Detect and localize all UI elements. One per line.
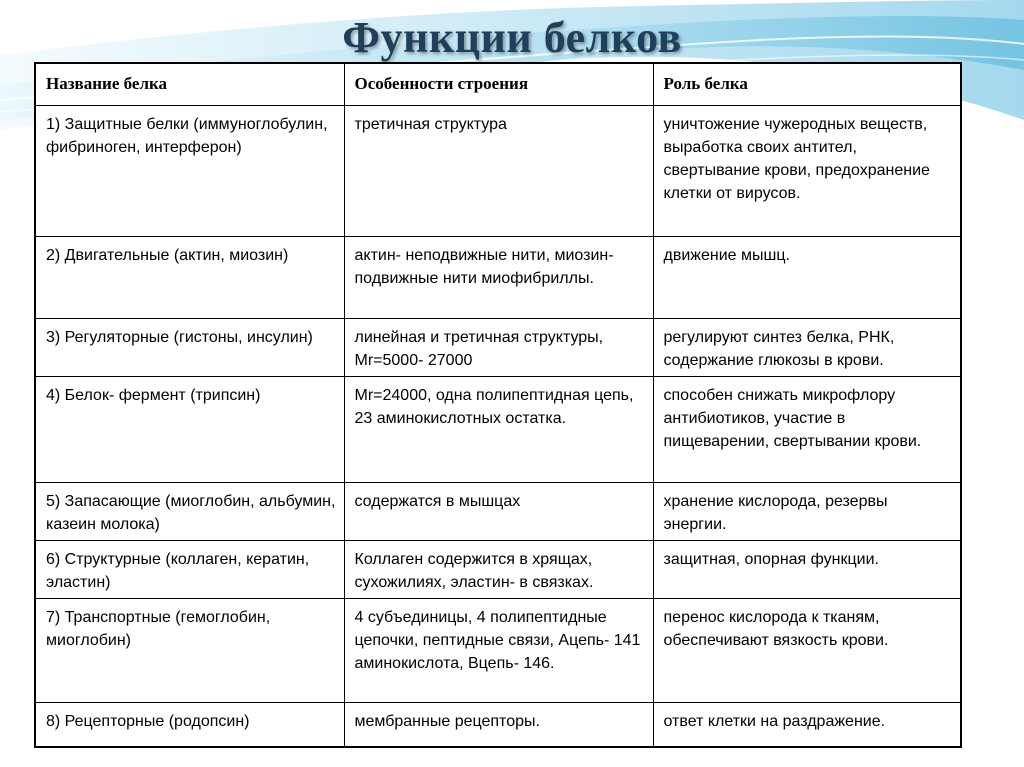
cell-protein-name: 3) Регуляторные (гистоны, инсулин) xyxy=(35,318,344,376)
cell-protein-name: 8) Рецепторные (родопсин) xyxy=(35,702,344,747)
table-header-row xyxy=(35,63,961,105)
cell-protein-name: 2) Двигательные (актин, миозин) xyxy=(35,236,344,318)
cell-role: регулируют синтез белка, РНК, содержание глюкозы в крови. xyxy=(653,318,961,376)
cell-role: способен снижать микрофлору антибиотиков, участие в пищеварении, свертывании крови. xyxy=(653,376,961,482)
header-role: Роль белка xyxy=(653,63,961,105)
cell-role: движение мышц. xyxy=(653,236,961,318)
cell-structure: мембранные рецепторы. xyxy=(344,702,653,747)
cell-role: уничтожение чужеродных веществ, выработка своих антител, свертывание крови, предохранение клетки от вирусов. xyxy=(653,105,961,236)
cell-structure: Mr=24000, одна полипептидная цепь, 23 аминокислотных остатка. xyxy=(344,376,653,482)
cell-role: перенос кислорода к тканям, обеспечивают вязкость крови. xyxy=(653,598,961,702)
cell-structure: Коллаген содержится в хрящах, сухожилиях, эластин- в связках. xyxy=(344,540,653,598)
cell-protein-name: 5) Запасающие (миоглобин, альбумин, казеин молока) xyxy=(35,482,344,540)
cell-structure: актин- неподвижные нити, миозин- подвижные нити миофибриллы. xyxy=(344,236,653,318)
cell-role: ответ клетки на раздражение. xyxy=(653,702,961,747)
table-row xyxy=(35,540,961,598)
cell-structure: 4 субъединицы, 4 полипептидные цепочки, пептидные связи, Ацепь- 141 аминокислота, Вцепь- 146. xyxy=(344,598,653,702)
slide-title: Функции белков xyxy=(342,13,682,62)
cell-protein-name: 4) Белок- фермент (трипсин) xyxy=(35,376,344,482)
table-row xyxy=(35,482,961,540)
header-protein-name: Название белка xyxy=(35,63,344,105)
cell-role: хранение кислорода, резервы энергии. xyxy=(653,482,961,540)
table-row xyxy=(35,376,961,482)
cell-structure: содержатся в мышцах xyxy=(344,482,653,540)
table-row xyxy=(35,236,961,318)
table-row xyxy=(35,318,961,376)
cell-protein-name: 1) Защитные белки (иммуноглобулин, фибриноген, интерферон) xyxy=(35,105,344,236)
cell-structure: линейная и третичная структуры, Mr=5000- 27000 xyxy=(344,318,653,376)
cell-protein-name: 7) Транспортные (гемоглобин, миоглобин) xyxy=(35,598,344,702)
table-row xyxy=(35,702,961,747)
protein-functions-table xyxy=(34,62,962,748)
header-structure: Особенности строения xyxy=(344,63,653,105)
table-row xyxy=(35,105,961,236)
cell-protein-name: 6) Структурные (коллаген, кератин, эластин) xyxy=(35,540,344,598)
cell-structure: третичная структура xyxy=(344,105,653,236)
cell-role: защитная, опорная функции. xyxy=(653,540,961,598)
table-row xyxy=(35,598,961,702)
